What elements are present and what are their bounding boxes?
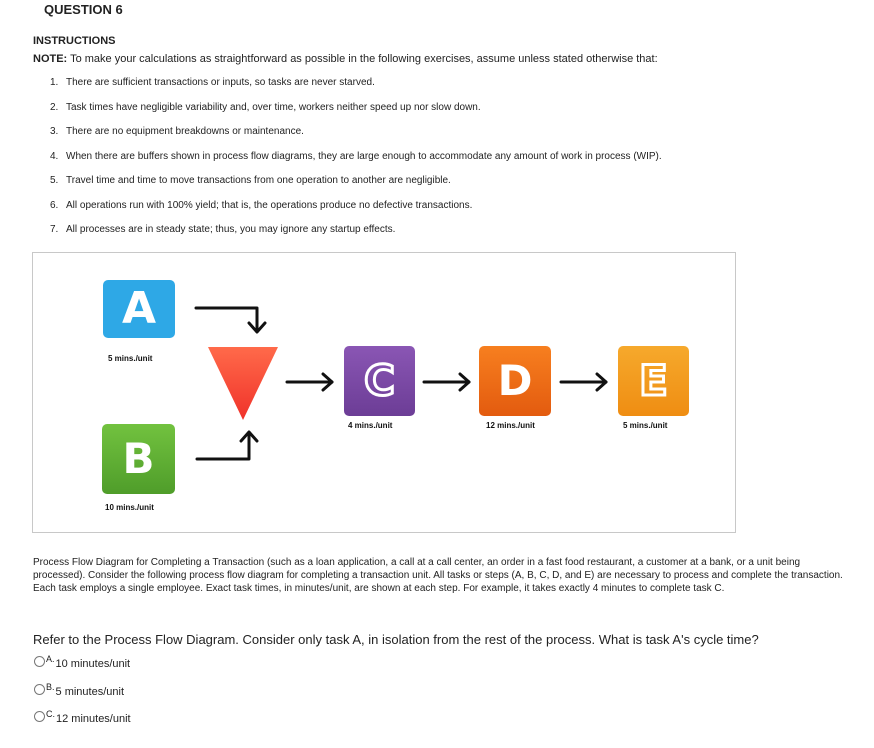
task-c-box — [344, 346, 415, 416]
task-a-time: 5 mins./unit — [108, 354, 153, 363]
item-number: 7. — [50, 224, 59, 235]
task-e-time: 5 mins./unit — [623, 421, 668, 430]
instructions-heading: INSTRUCTIONS — [33, 35, 116, 47]
list-item — [50, 199, 662, 224]
item-text: When there are buffers shown in process flow diagrams, they are large enough to accommodate any amount of work in process (WIP). — [66, 150, 662, 162]
task-e-letter: E — [639, 356, 668, 405]
item-number: 6. — [50, 199, 59, 211]
arrow-c-to-d-icon — [424, 374, 469, 390]
radio-button[interactable] — [34, 656, 45, 667]
item-number: 5. — [50, 175, 59, 186]
item-text: There are no equipment breakdowns or maintenance. — [66, 126, 304, 137]
item-text: There are sufficient transactions or inputs, so tasks are never starved. — [66, 77, 375, 88]
item-number: 2. — [50, 101, 59, 113]
list-item — [50, 223, 662, 248]
item-text: All operations run with 100% yield; that is, the operations produce no defective transactions. — [66, 199, 473, 211]
question-prompt: Refer to the Process Flow Diagram. Consider only task A, in isolation from the rest of the process. What is task A's cycle time? — [33, 632, 759, 647]
question-title: QUESTION 6 — [44, 2, 123, 17]
item-text: All processes are in steady state; thus, you may ignore any startup effects. — [66, 224, 396, 235]
answer-option-b[interactable] — [34, 682, 124, 698]
list-item — [50, 101, 662, 126]
task-a-letter: A — [121, 283, 157, 334]
option-letter: C. — [46, 709, 55, 719]
arrow-b-to-buffer-icon — [197, 432, 257, 459]
item-text: Travel time and time to move transactions from one operation to another are negligible. — [66, 175, 451, 186]
answer-option-c[interactable] — [34, 709, 131, 725]
option-text: 12 minutes/unit — [56, 713, 131, 725]
task-b-time: 10 mins./unit — [105, 503, 154, 512]
list-item — [50, 76, 662, 101]
task-d-letter: D — [497, 356, 533, 405]
answer-option-a[interactable] — [34, 654, 130, 670]
task-d-time: 12 mins./unit — [486, 421, 535, 430]
arrow-d-to-e-icon — [561, 374, 606, 390]
list-item — [50, 174, 662, 199]
item-text: Task times have negligible variability and, over time, workers neither speed up nor slow down. — [66, 101, 481, 113]
note-label: NOTE: — [33, 53, 68, 65]
item-number: 3. — [50, 126, 59, 137]
process-flow-diagram — [32, 252, 736, 533]
task-e-box — [618, 346, 689, 416]
task-b-letter: B — [122, 434, 155, 483]
arrow-a-to-buffer-icon — [196, 308, 265, 332]
option-letter: B. — [46, 682, 55, 692]
item-number: 1. — [50, 77, 59, 88]
option-text: 10 minutes/unit — [55, 658, 131, 670]
list-item — [50, 150, 662, 175]
task-b-box — [102, 424, 175, 494]
buffer-triangle-icon — [208, 347, 278, 420]
item-number: 4. — [50, 150, 59, 162]
task-d-box — [479, 346, 551, 416]
task-c-letter: C — [364, 356, 395, 405]
note-text: To make your calculations as straightforward as possible in the following exercises, assume unless stated otherwise that: — [67, 53, 658, 65]
option-letter: A. — [46, 654, 55, 664]
task-c-time: 4 mins./unit — [348, 421, 393, 430]
diagram-description: Process Flow Diagram for Completing a Transaction (such as a loan application, a call at a call center, an order in a fast food restaurant, a customer at a bank, or a unit being processed). Consider the following process flow diagram for completing a transaction unit. All tasks or steps (A, B, C, D, and E) are necessary to process and complete the transaction. Each task employs a single employee. Exact task times, in minutes/unit, are shown at each step. For example, it takes exactly 4 minutes to complete task C. — [33, 557, 843, 594]
radio-button[interactable] — [34, 684, 45, 695]
assumptions-list — [50, 76, 662, 248]
note — [33, 53, 658, 65]
arrow-buffer-to-c-icon — [287, 374, 332, 390]
list-item — [50, 125, 662, 150]
radio-button[interactable] — [34, 711, 45, 722]
task-a-box — [103, 280, 175, 338]
option-text: 5 minutes/unit — [55, 686, 124, 698]
